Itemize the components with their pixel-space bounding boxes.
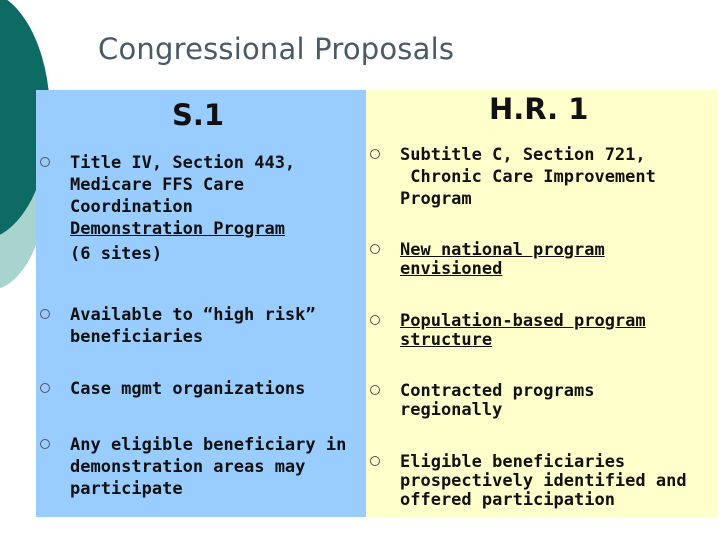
line: Medicare FFS Care <box>70 175 244 195</box>
line: Any eligible beneficiary in <box>70 435 347 455</box>
bullet-icon <box>40 383 50 393</box>
line: structure <box>400 330 493 350</box>
line: New national program <box>400 240 605 260</box>
bullet-icon <box>370 149 380 159</box>
left-item-1-text <box>70 152 295 265</box>
line: Coordination <box>70 197 193 217</box>
slide-title: Congressional Proposals <box>98 32 455 66</box>
right-item-1-text <box>400 144 656 210</box>
left-item-2-text <box>70 304 316 348</box>
bullet-icon <box>370 456 380 466</box>
bullet-icon <box>370 385 380 395</box>
line: Eligible beneficiaries <box>400 452 626 472</box>
line: Chronic Care Improvement <box>400 167 656 187</box>
line: demonstration areas may <box>70 457 306 477</box>
line: prospectively identified and <box>400 471 687 491</box>
right-item-2-text <box>400 239 605 280</box>
line: beneficiaries <box>70 327 204 347</box>
line: Available to “high risk” <box>70 305 316 325</box>
line: (6 sites) <box>70 244 163 264</box>
line: offered participation <box>400 490 615 510</box>
bullet-icon <box>40 439 50 449</box>
left-column-heading: S.1 <box>172 98 225 132</box>
line: Program <box>400 189 472 209</box>
left-item-3-text <box>70 378 305 400</box>
right-column-heading: H.R. 1 <box>489 92 589 126</box>
line: participate <box>70 479 183 499</box>
right-item-5-text <box>400 451 687 511</box>
bullet-icon <box>370 244 380 254</box>
line: Contracted programs <box>400 381 595 401</box>
line: Demonstration Program <box>70 219 285 239</box>
line: envisioned <box>400 259 503 279</box>
right-item-4-text <box>400 380 594 421</box>
bullet-icon <box>370 315 380 325</box>
line: Case mgmt organizations <box>70 379 306 399</box>
right-item-3-text <box>400 310 646 351</box>
line: Subtitle C, Section 721, <box>400 145 646 165</box>
bullet-icon <box>40 157 50 167</box>
left-item-4-text <box>70 434 346 500</box>
line: regionally <box>400 400 503 420</box>
line: Population-based program <box>400 311 646 331</box>
line: Title IV, Section 443, <box>70 153 296 173</box>
bullet-icon <box>40 309 50 319</box>
